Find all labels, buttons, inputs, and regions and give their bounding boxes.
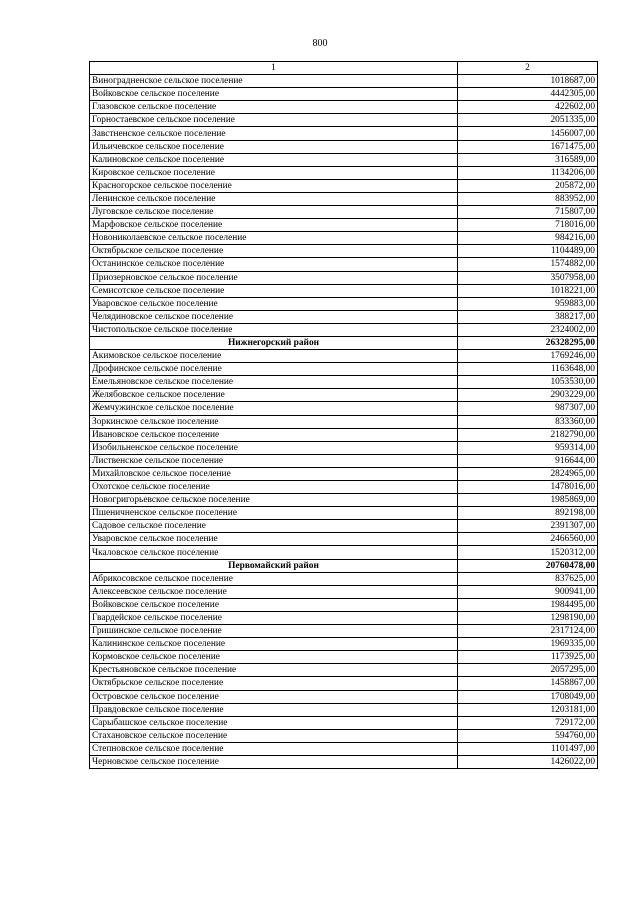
settlement-amount: 900941,00 (458, 585, 598, 598)
settlement-name: Чкаловское сельское поселение (90, 546, 458, 559)
table-row (90, 271, 598, 284)
settlement-amount: 2324002,00 (458, 323, 598, 336)
settlement-name: Ильичевское сельское поселение (90, 140, 458, 153)
page-number: 800 (312, 38, 328, 49)
settlement-amount: 1104489,00 (458, 245, 598, 258)
settlement-amount: 1053530,00 (458, 376, 598, 389)
table-row (90, 572, 598, 585)
settlement-amount: 422602,00 (458, 101, 598, 114)
settlement-name: Завстненское сельское поселение (90, 127, 458, 140)
settlement-name: Ленинское сельское поселение (90, 192, 458, 205)
settlement-amount: 833360,00 (458, 415, 598, 428)
settlement-name: Гришинское сельское поселение (90, 625, 458, 638)
settlement-amount: 1769246,00 (458, 350, 598, 363)
settlement-name: Приозерновское сельское поселение (90, 271, 458, 284)
settlement-amount: 715807,00 (458, 206, 598, 219)
settlement-amount: 3507958,00 (458, 271, 598, 284)
settlement-amount: 837625,00 (458, 572, 598, 585)
settlement-amount: 1018687,00 (458, 75, 598, 88)
settlement-budget-table (89, 61, 598, 769)
table-row (90, 507, 598, 520)
settlement-name: Жемчужинское сельское поселение (90, 402, 458, 415)
table-body (90, 75, 598, 769)
table-row (90, 232, 598, 245)
table-row (90, 153, 598, 166)
settlement-amount: 1671475,00 (458, 140, 598, 153)
table-row (90, 677, 598, 690)
table-row (90, 625, 598, 638)
settlement-amount: 2182790,00 (458, 428, 598, 441)
settlement-name: Степновское сельское поселение (90, 742, 458, 755)
settlement-amount: 729172,00 (458, 716, 598, 729)
settlement-amount: 1163648,00 (458, 363, 598, 376)
settlement-name: Алексеевское сельское поселение (90, 585, 458, 598)
settlement-name: Калиновское сельское поселение (90, 153, 458, 166)
settlement-name: Уваровское сельское поселение (90, 297, 458, 310)
district-total-row (90, 559, 598, 572)
district-name: Первомайский район (90, 559, 458, 572)
settlement-name: Михайловское сельское поселение (90, 467, 458, 480)
settlement-name: Кировское сельское поселение (90, 166, 458, 179)
settlement-amount: 718016,00 (458, 219, 598, 232)
table-row (90, 664, 598, 677)
settlement-amount: 959314,00 (458, 441, 598, 454)
settlement-name: Емельяновское сельское поселение (90, 376, 458, 389)
table-row (90, 520, 598, 533)
table-header (90, 62, 598, 75)
settlement-name: Семисотское сельское поселение (90, 284, 458, 297)
table-row (90, 494, 598, 507)
settlement-name: Красногорское сельское поселение (90, 179, 458, 192)
table-row (90, 284, 598, 297)
settlement-name: Пшеничненское сельское поселение (90, 507, 458, 520)
table-row (90, 402, 598, 415)
table-row (90, 481, 598, 494)
settlement-amount: 1173925,00 (458, 651, 598, 664)
table-row (90, 389, 598, 402)
table-row (90, 755, 598, 768)
table-row (90, 75, 598, 88)
settlement-amount: 892198,00 (458, 507, 598, 520)
settlement-name: Зоркинское сельское поселение (90, 415, 458, 428)
table-row (90, 729, 598, 742)
settlement-name: Черновское сельское поселение (90, 755, 458, 768)
table-row (90, 258, 598, 271)
settlement-name: Войковское сельское поселение (90, 88, 458, 101)
table-row (90, 585, 598, 598)
table-row (90, 638, 598, 651)
district-total-amount: 26328295,00 (458, 336, 598, 349)
table-row (90, 742, 598, 755)
settlement-name: Сарыбашское сельское поселение (90, 716, 458, 729)
settlement-name: Виноградненское сельское поселение (90, 75, 458, 88)
table-row (90, 651, 598, 664)
table-row (90, 598, 598, 611)
settlement-name: Челядиновское сельское поселение (90, 310, 458, 323)
settlement-name: Дрофинское сельское поселение (90, 363, 458, 376)
table-row (90, 690, 598, 703)
settlement-amount: 1708049,00 (458, 690, 598, 703)
district-name: Нижнегорский район (90, 336, 458, 349)
settlement-name: Уваровское сельское поселение (90, 533, 458, 546)
settlement-name: Новониколаевское сельское поселение (90, 232, 458, 245)
table-row (90, 454, 598, 467)
settlement-amount: 4442305,00 (458, 88, 598, 101)
district-total-row (90, 336, 598, 349)
settlement-name: Изобильненское сельское поселение (90, 441, 458, 454)
settlement-amount: 316589,00 (458, 153, 598, 166)
settlement-amount: 959883,00 (458, 297, 598, 310)
table-row (90, 179, 598, 192)
settlement-name: Глазовское сельское поселение (90, 101, 458, 114)
table-row (90, 611, 598, 624)
table-row (90, 166, 598, 179)
table-row (90, 245, 598, 258)
settlement-name: Охотское сельское поселение (90, 481, 458, 494)
settlement-amount: 594760,00 (458, 729, 598, 742)
settlement-amount: 1458867,00 (458, 677, 598, 690)
table-row (90, 206, 598, 219)
settlement-amount: 987307,00 (458, 402, 598, 415)
settlement-amount: 205872,00 (458, 179, 598, 192)
settlement-amount: 1426022,00 (458, 755, 598, 768)
settlement-amount: 1985869,00 (458, 494, 598, 507)
settlement-name: Ивановское сельское поселение (90, 428, 458, 441)
settlement-amount: 1298190,00 (458, 611, 598, 624)
column-header-1: 1 (90, 62, 458, 75)
table-row (90, 703, 598, 716)
settlement-name: Луговское сельское поселение (90, 206, 458, 219)
table-row (90, 88, 598, 101)
settlement-name: Чистопольское сельское поселение (90, 323, 458, 336)
settlement-name: Абрикосовское сельское поселение (90, 572, 458, 585)
settlement-name: Останинское сельское поселение (90, 258, 458, 271)
settlement-name: Желябовское сельское поселение (90, 389, 458, 402)
settlement-name: Островское сельское поселение (90, 690, 458, 703)
table-row (90, 101, 598, 114)
settlement-amount: 388217,00 (458, 310, 598, 323)
settlement-amount: 2317124,00 (458, 625, 598, 638)
settlement-amount: 1984495,00 (458, 598, 598, 611)
table-row (90, 310, 598, 323)
table-row (90, 192, 598, 205)
table-row (90, 546, 598, 559)
settlement-name: Горностаевское сельское поселение (90, 114, 458, 127)
settlement-amount: 2466560,00 (458, 533, 598, 546)
settlement-amount: 1520312,00 (458, 546, 598, 559)
table-row (90, 323, 598, 336)
settlement-amount: 1478016,00 (458, 481, 598, 494)
table-row (90, 533, 598, 546)
settlement-name: Калининское сельское поселение (90, 638, 458, 651)
table-row (90, 219, 598, 232)
table-row (90, 716, 598, 729)
settlement-amount: 1018221,00 (458, 284, 598, 297)
settlement-amount: 883952,00 (458, 192, 598, 205)
table-row (90, 114, 598, 127)
settlement-name: Октябрьское сельское поселение (90, 677, 458, 690)
settlement-name: Акимовское сельское поселение (90, 350, 458, 363)
settlement-name: Октябрьское сельское поселение (90, 245, 458, 258)
header-row (90, 62, 598, 75)
settlement-amount: 1456007,00 (458, 127, 598, 140)
table-row (90, 140, 598, 153)
settlement-name: Правдовское сельское поселение (90, 703, 458, 716)
settlement-name: Гвардейское сельское поселение (90, 611, 458, 624)
table-row (90, 127, 598, 140)
settlement-amount: 984216,00 (458, 232, 598, 245)
settlement-amount: 1101497,00 (458, 742, 598, 755)
settlement-name: Крестьяновское сельское поселение (90, 664, 458, 677)
settlement-amount: 1574882,00 (458, 258, 598, 271)
settlement-amount: 1969335,00 (458, 638, 598, 651)
settlement-amount: 2057295,00 (458, 664, 598, 677)
district-total-amount: 20760478,00 (458, 559, 598, 572)
table-row (90, 428, 598, 441)
settlement-name: Войковское сельское поселение (90, 598, 458, 611)
settlement-name: Марфовское сельское поселение (90, 219, 458, 232)
settlement-name: Кормовское сельское поселение (90, 651, 458, 664)
settlement-amount: 2051335,00 (458, 114, 598, 127)
table-row (90, 350, 598, 363)
settlement-name: Садовое сельское поселение (90, 520, 458, 533)
table-row (90, 297, 598, 310)
table-row (90, 363, 598, 376)
table-row (90, 376, 598, 389)
settlement-name: Новогригорьевское сельское поселение (90, 494, 458, 507)
settlement-name: Стахановское сельское поселение (90, 729, 458, 742)
settlement-amount: 2903229,00 (458, 389, 598, 402)
settlement-name: Лиственское сельское поселение (90, 454, 458, 467)
table-row (90, 441, 598, 454)
settlement-amount: 916644,00 (458, 454, 598, 467)
settlement-amount: 1203181,00 (458, 703, 598, 716)
settlement-amount: 1134206,00 (458, 166, 598, 179)
settlement-amount: 2824965,00 (458, 467, 598, 480)
table-row (90, 467, 598, 480)
column-header-2: 2 (458, 62, 598, 75)
table-row (90, 415, 598, 428)
settlement-amount: 2391307,00 (458, 520, 598, 533)
